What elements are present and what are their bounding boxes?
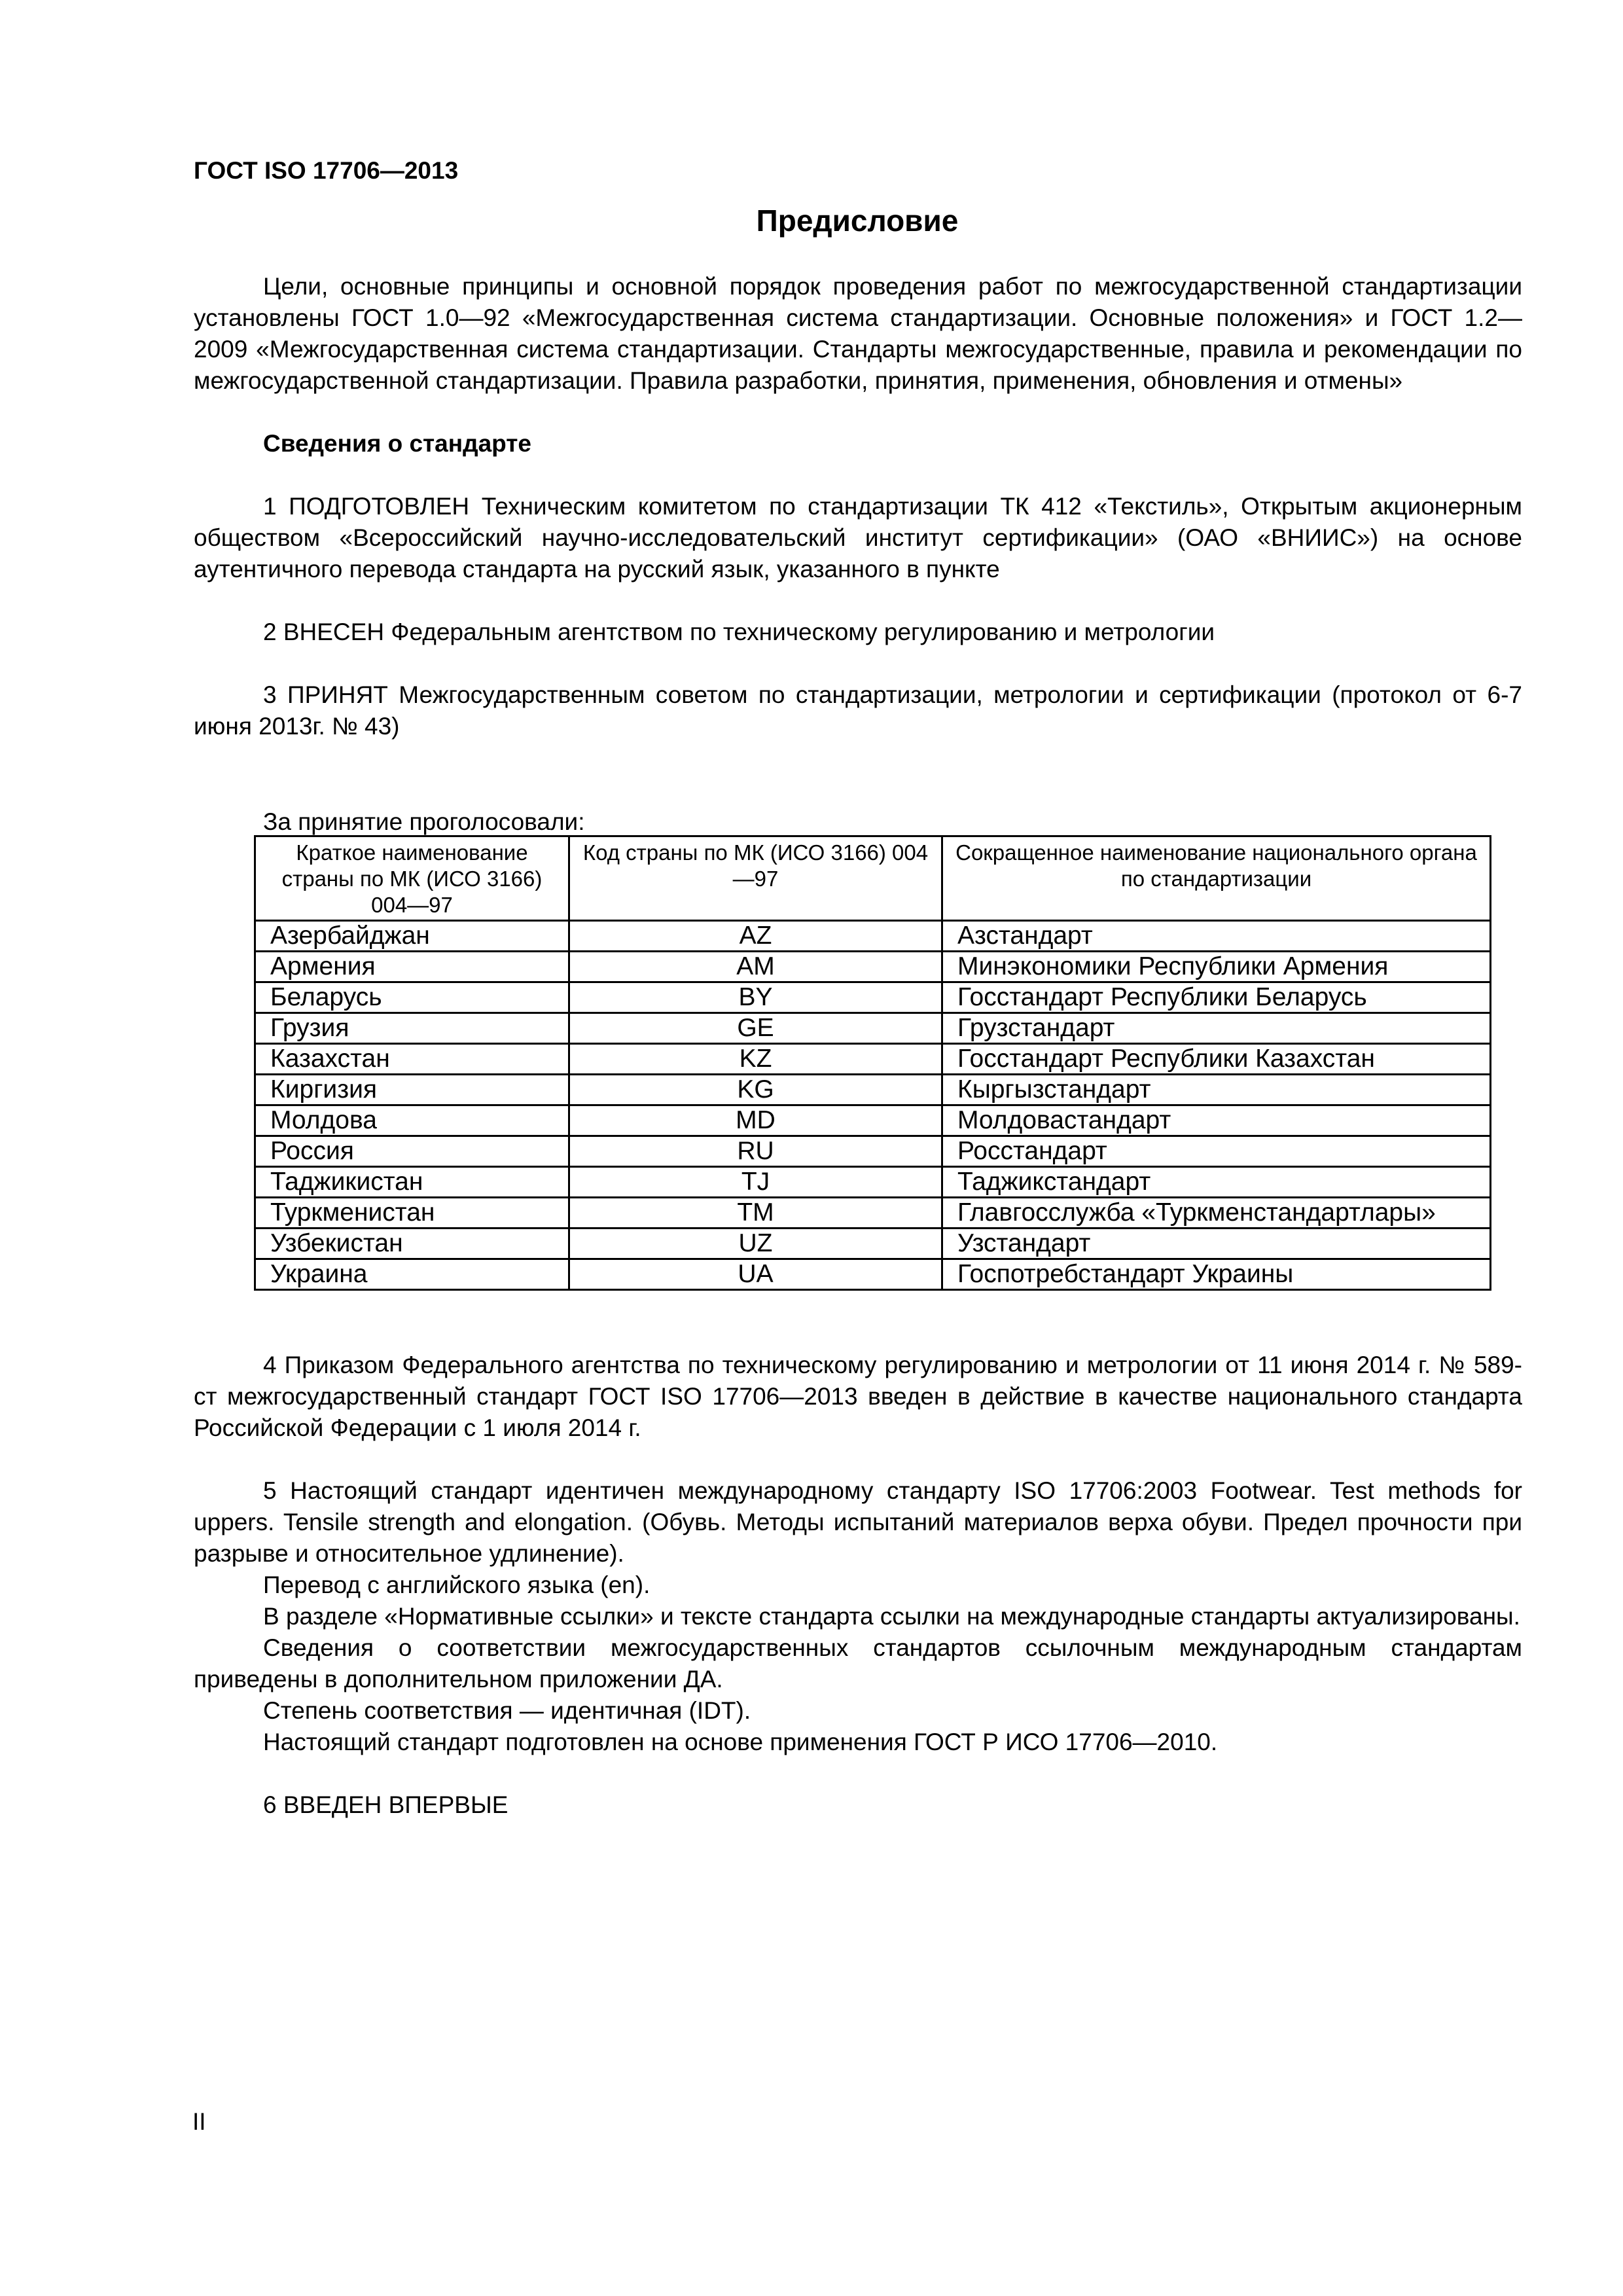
cell-country: Таджикистан xyxy=(255,1167,569,1198)
cell-code: KG xyxy=(569,1075,942,1105)
cell-country: Казахстан xyxy=(255,1044,569,1075)
cell-code: KZ xyxy=(569,1044,942,1075)
cell-code: AM xyxy=(569,952,942,982)
table-row xyxy=(255,921,1491,952)
item-1-paragraph: 1 ПОДГОТОВЛЕН Техническим комитетом по стандартизации ТК 412 «Текстиль», Открытым акционерным обществом «Всероссийский научно-исследовательский институт сертификации» (ОАО «ВНИИС») на основе аутентичного перевода стандарта на русский язык, указанного в пункте xyxy=(194,493,1522,583)
document-code-header: ГОСТ ISO 17706—2013 xyxy=(194,157,459,184)
cell-authority: Главгосслужба «Туркменстандартлары» xyxy=(942,1198,1491,1229)
cell-authority: Госпотребстандарт Украины xyxy=(942,1259,1491,1290)
votes-table xyxy=(254,835,1491,1291)
column-header-country: Краткое наименование страны по МК (ИСО 3166) 004—97 xyxy=(255,836,569,921)
cell-authority: Азстандарт xyxy=(942,921,1491,952)
item-5-degree: Степень соответствия — идентичная (IDT). xyxy=(263,1697,751,1724)
cell-code: TJ xyxy=(569,1167,942,1198)
table-row xyxy=(255,1136,1491,1167)
cell-country: Азербайджан xyxy=(255,921,569,952)
cell-authority: Росстандарт xyxy=(942,1136,1491,1167)
column-header-code: Код страны по МК (ИСО 3166) 004—97 xyxy=(569,836,942,921)
cell-authority: Госстандарт Республики Беларусь xyxy=(942,982,1491,1013)
cell-authority: Минэкономики Республики Армения xyxy=(942,952,1491,982)
cell-country: Узбекистан xyxy=(255,1229,569,1259)
table-row xyxy=(255,982,1491,1013)
cell-authority: Госстандарт Республики Казахстан xyxy=(942,1044,1491,1075)
cell-code: RU xyxy=(569,1136,942,1167)
cell-code: TM xyxy=(569,1198,942,1229)
cell-country: Беларусь xyxy=(255,982,569,1013)
item-5-translation: Перевод с английского языка (en). xyxy=(263,1571,651,1598)
table-row xyxy=(255,1044,1491,1075)
cell-country: Армения xyxy=(255,952,569,982)
item-4-paragraph: 4 Приказом Федерального агентства по техническому регулированию и метрологии от 11 июня 2014 г. № 589-ст межгосударственный стандарт ГОСТ ISO 17706—2013 введен в действие в качестве национального стандарта Российской Федерации с 1 июля 2014 г. xyxy=(194,1352,1522,1441)
page-number: II xyxy=(192,2108,206,2135)
intro-paragraph: Цели, основные принципы и основной порядок проведения работ по межгосударственной стандартизации установлены ГОСТ 1.0—92 «Межгосударственная система стандартизации. Основные положения» и ГОСТ 1.2—2009 «Межгосударственная система стандартизации. Стандарты межгосударственные, правила и рекомендации по межгосударственной стандартизации. Правила разработки, принятия, применения, обновления и отмены» xyxy=(194,273,1522,394)
item-2-paragraph: 2 ВНЕСЕН Федеральным агентством по техническому регулированию и метрологии xyxy=(263,619,1215,645)
table-row xyxy=(255,1167,1491,1198)
item-3-paragraph: 3 ПРИНЯТ Межгосударственным советом по стандартизации, метрологии и сертификации (протокол от 6-7 июня 2013г. № 43) xyxy=(194,681,1522,740)
standard-info-heading: Сведения о стандарте xyxy=(263,430,531,457)
cell-country: Грузия xyxy=(255,1013,569,1044)
cell-code: UZ xyxy=(569,1229,942,1259)
cell-country: Туркменистан xyxy=(255,1198,569,1229)
table-row xyxy=(255,1105,1491,1136)
table-row xyxy=(255,1075,1491,1105)
cell-code: GE xyxy=(569,1013,942,1044)
item-6-paragraph: 6 ВВЕДЕН ВПЕРВЫЕ xyxy=(263,1791,508,1818)
table-row xyxy=(255,1259,1491,1290)
votes-label: За принятие проголосовали: xyxy=(263,808,585,835)
votes-table-body xyxy=(255,921,1491,1290)
cell-authority: Узстандарт xyxy=(942,1229,1491,1259)
page-title: Предисловие xyxy=(756,204,959,238)
cell-code: BY xyxy=(569,982,942,1013)
votes-table-header-row xyxy=(255,836,1491,921)
cell-country: Молдова xyxy=(255,1105,569,1136)
item-5-paragraph: 5 Настоящий стандарт идентичен международному стандарту ISO 17706:2003 Footwear. Test methods for uppers. Tensile strength and elongation. (Обувь. Методы испытаний материалов верха обуви. Предел прочности при разрыве и относительное удлинение). xyxy=(194,1477,1522,1567)
item-5-annex: Сведения о соответствии межгосударственных стандартов ссылочным международным стандартам приведены в дополнительном приложении ДА. xyxy=(194,1634,1522,1693)
cell-authority: Молдовастандарт xyxy=(942,1105,1491,1136)
cell-authority: Грузстандарт xyxy=(942,1013,1491,1044)
table-row xyxy=(255,1229,1491,1259)
table-row xyxy=(255,1198,1491,1229)
cell-authority: Кыргызстандарт xyxy=(942,1075,1491,1105)
cell-country: Украина xyxy=(255,1259,569,1290)
cell-country: Киргизия xyxy=(255,1075,569,1105)
preface-upper-section xyxy=(194,271,1522,742)
cell-code: MD xyxy=(569,1105,942,1136)
item-5-references: В разделе «Нормативные ссылки» и тексте стандарта ссылки на международные стандарты актуализированы. xyxy=(263,1603,1520,1630)
table-row xyxy=(255,1013,1491,1044)
preface-lower-section xyxy=(194,1350,1522,1821)
cell-country: Россия xyxy=(255,1136,569,1167)
column-header-authority: Сокращенное наименование национального органа по стандартизации xyxy=(942,836,1491,921)
cell-authority: Таджикстандарт xyxy=(942,1167,1491,1198)
cell-code: UA xyxy=(569,1259,942,1290)
table-row xyxy=(255,952,1491,982)
cell-code: AZ xyxy=(569,921,942,952)
item-5-basis: Настоящий стандарт подготовлен на основе применения ГОСТ Р ИСО 17706—2010. xyxy=(263,1729,1218,1755)
